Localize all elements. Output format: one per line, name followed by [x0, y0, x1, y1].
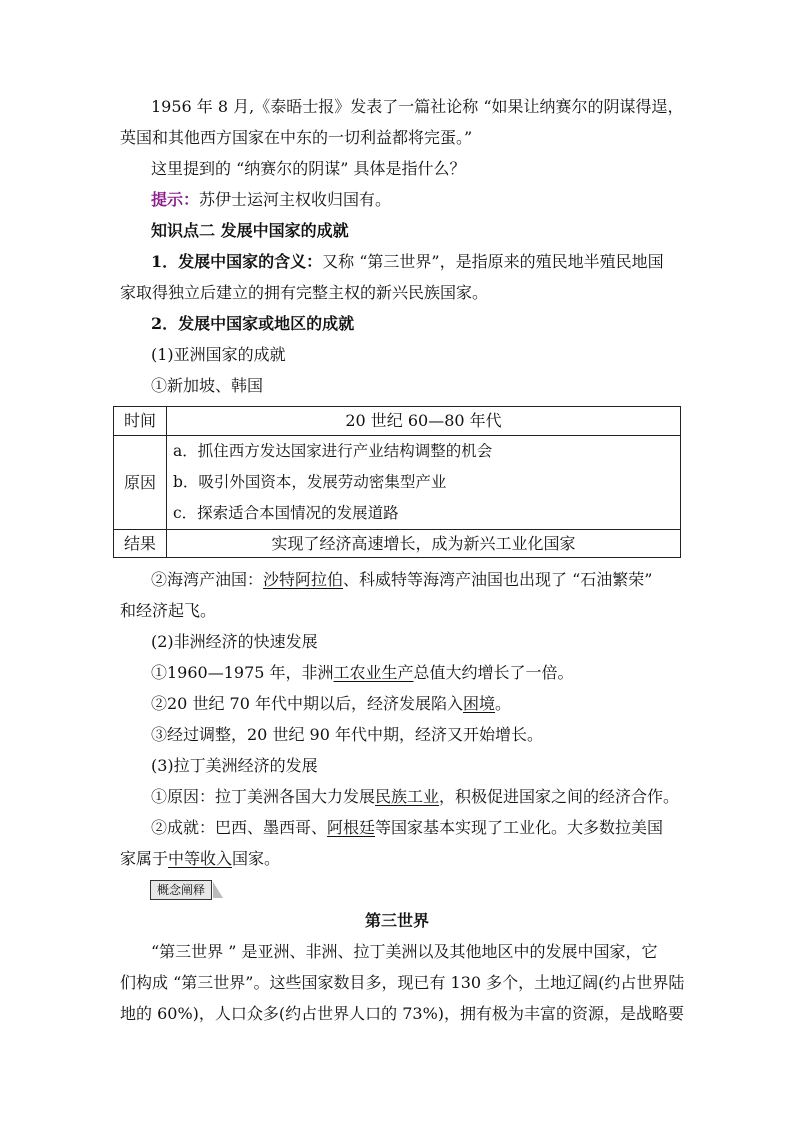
underlined-term: 中等收入 — [168, 849, 233, 868]
table-label-cause: 原因 — [114, 436, 167, 530]
table-header-period: 20 世纪 60—80 年代 — [167, 407, 681, 436]
hint-text: 苏伊士运河主权收归国有。 — [199, 190, 392, 209]
underlined-term: 沙特阿拉伯 — [263, 570, 344, 589]
section-title: 第三世界 — [364, 911, 429, 930]
table-label-result: 结果 — [114, 530, 167, 558]
paragraph-line — [151, 693, 511, 715]
reason-item: b．吸引外国资本，发展劳动密集型产业 — [173, 473, 447, 491]
paragraph-line — [120, 848, 280, 870]
paragraph-line: 英国和其他西方国家在中东的一切利益都将完蛋。” — [120, 128, 473, 147]
text-seg: ②海湾产油国： — [151, 570, 264, 589]
underlined-term: 阿根廷 — [327, 818, 376, 837]
definition-text: 又称 “第三世界”，是指原来的殖民地半殖民地国 — [322, 252, 664, 271]
achievement-table — [113, 406, 681, 558]
paragraph-line: 1956 年 8 月,《泰晤士报》发表了一篇社论称 “如果让纳赛尔的阴谋得逞， — [151, 97, 684, 116]
definition-line — [151, 251, 664, 273]
text-seg: ①原因：拉丁美洲各国大力发展 — [151, 787, 376, 806]
text-seg: 国家。 — [232, 849, 281, 868]
paragraph-line: 地的 60%)，人口众多(约占世界人口的 73%)，拥有极为丰富的资源，是战略要 — [120, 1004, 685, 1023]
underlined-term: 工农业生产 — [333, 663, 414, 682]
section-heading: 知识点二 发展中国家的成就 — [151, 221, 349, 240]
question: 这里提到的 “纳赛尔的阴谋” 具体是指什么？ — [151, 159, 466, 178]
hint-line — [151, 189, 391, 211]
paragraph-line — [151, 786, 679, 808]
sub-heading: (1)亚洲国家的成就 — [151, 345, 286, 364]
text-seg: ①1960—1975 年，非洲 — [151, 663, 334, 682]
text-seg: 家属于 — [120, 849, 169, 868]
concept-tag: 概念阐释 — [150, 880, 212, 900]
paragraph-line: 们构成 “第三世界”。这些国家数目多，现已有 130 多个，土地辽阔(约占世界陆 — [120, 973, 685, 992]
underlined-term: 民族工业 — [375, 787, 440, 806]
sub-heading: 2．发展中国家或地区的成就 — [151, 314, 355, 333]
tag-corner-decoration — [213, 882, 223, 898]
paragraph-line: “第三世界 ” 是亚洲、非洲、拉丁美洲以及其他地区中的发展中国家，它 — [151, 942, 658, 961]
text-seg: ②20 世纪 70 年代中期以后，经济发展陷入 — [151, 694, 463, 713]
paragraph-line: 和经济起飞。 — [120, 601, 217, 620]
sub-heading: (3)拉丁美洲经济的发展 — [151, 756, 318, 775]
paragraph-line — [151, 662, 574, 684]
reason-item: a．抓住西方发达国家进行产业结构调整的机会 — [173, 442, 493, 460]
text-seg: 。 — [495, 694, 512, 713]
text-seg: 、科威特等海湾产油国也出现了 “石油繁荣” — [343, 570, 653, 589]
definition-line: 家取得独立后建立的拥有完整主权的新兴民族国家。 — [120, 283, 489, 302]
hint-label: 提示： — [151, 190, 200, 209]
underlined-term: 困境 — [462, 694, 495, 713]
text-seg: ②成就：巴西、墨西哥、 — [151, 818, 328, 837]
table-reasons — [167, 436, 681, 530]
text-seg: 等国家基本实现了工业化。大多数拉美国 — [375, 818, 664, 837]
paragraph-line — [151, 817, 663, 839]
definition-label: 1．发展中国家的含义： — [151, 252, 323, 271]
paragraph-line: ③经过调整，20 世纪 90 年代中期，经济又开始增长。 — [151, 725, 543, 744]
text-seg: 总值大约增长了一倍。 — [413, 663, 574, 682]
sub-heading: (2)非洲经济的快速发展 — [151, 632, 318, 651]
paragraph-line — [151, 569, 652, 591]
reason-item: c．探索适合本国情况的发展道路 — [173, 504, 399, 522]
text-seg: ，积极促进国家之间的经济合作。 — [439, 787, 680, 806]
sub-heading: ①新加坡、韩国 — [151, 376, 264, 395]
table-header-time: 时间 — [114, 407, 167, 436]
table-result: 实现了经济高速增长，成为新兴工业化国家 — [167, 530, 681, 558]
